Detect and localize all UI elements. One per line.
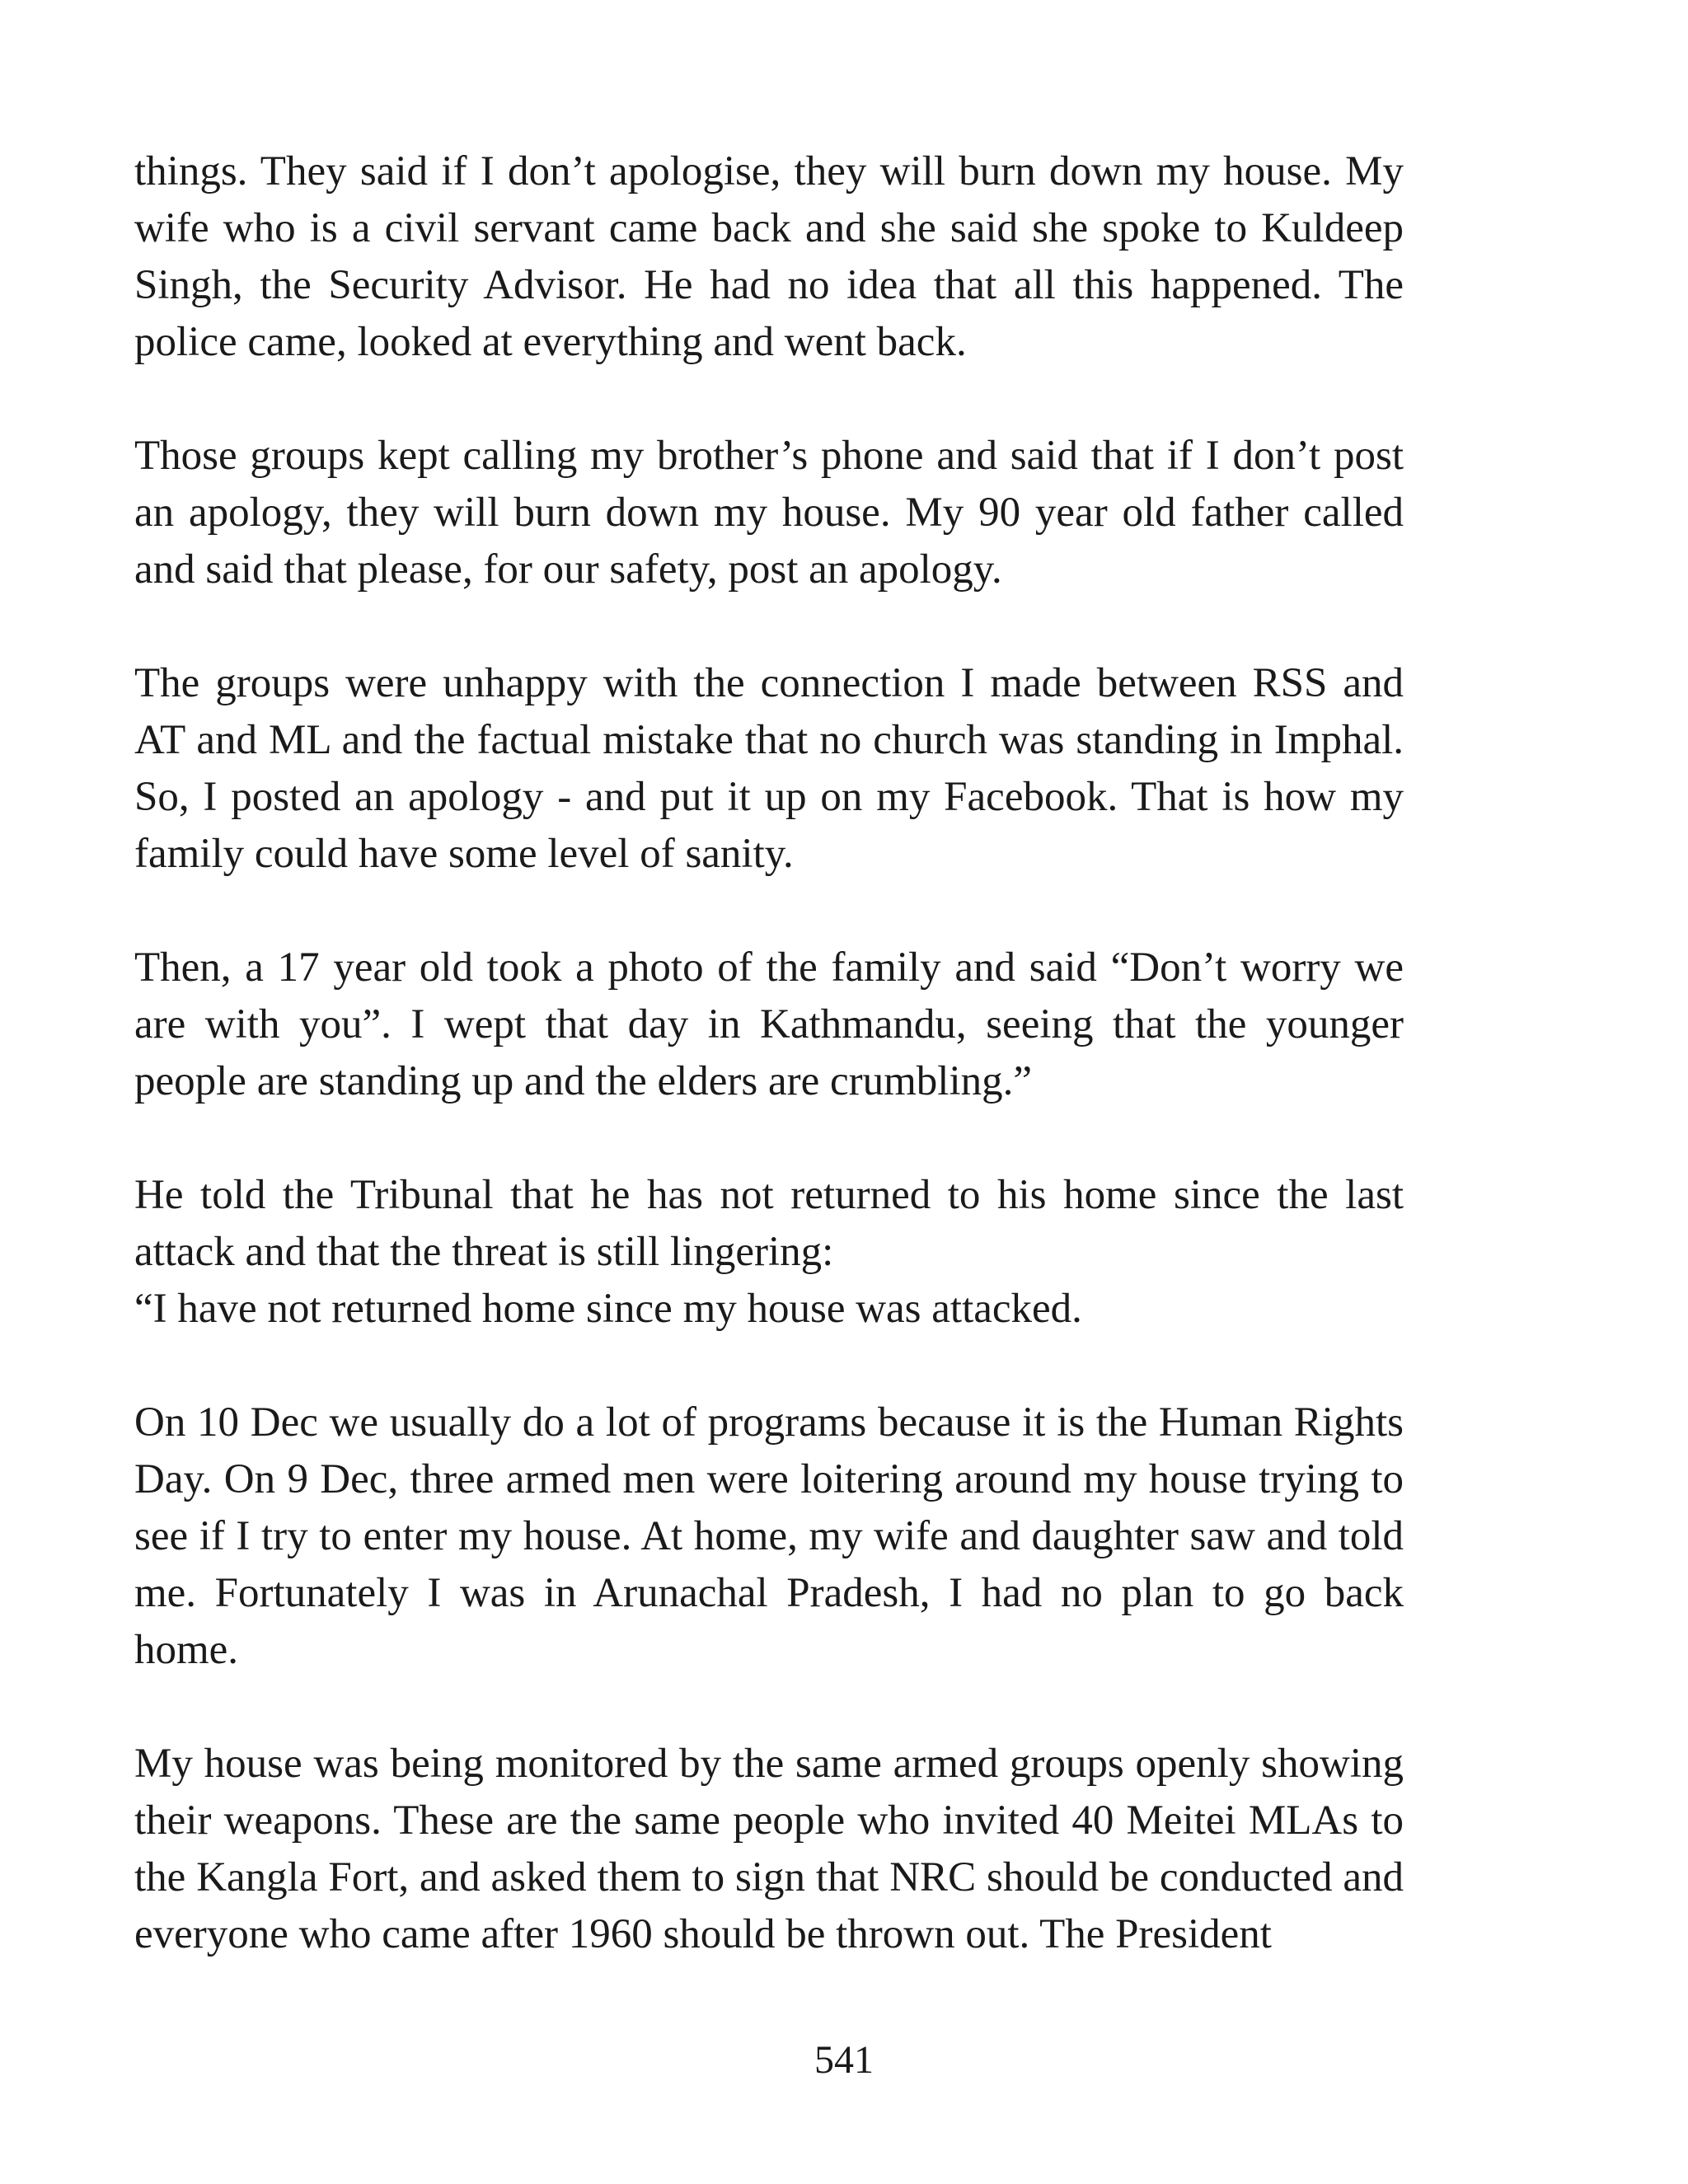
quote-line: “I have not returned home since my house was attacked. (134, 1286, 1082, 1332)
paragraph-7: My house was being monitored by the same armed groups openly showing their weapons. These are the same people who invited 40 Meitei MLAs to the Kangla Fort, and asked them to sign that NRC should be conducted and everyone who came after 1960 should be thrown out. The President (134, 1741, 1404, 1957)
paragraph-3: The groups were unhappy with the connection I made between RSS and AT and ML and the factual mistake that no church was standing in Imphal. So, I posted an apology - and put it up on my Facebook. That is how my family could have some level of sanity. (134, 660, 1404, 877)
body-text (134, 143, 1404, 1963)
paragraph-6: On 10 Dec we usually do a lot of programs because it is the Human Rights Day. On 9 Dec, three armed men were loitering around my house trying to see if I try to enter my house. At home, my wife and daughter saw and told me. Fortunately I was in Arunachal Pradesh, I had no plan to go back home. (134, 1399, 1404, 1673)
paragraph-4: Then, a 17 year old took a photo of the family and said “Don’t worry we are with you”. I wept that day in Kathmandu, seeing that the younger people are standing up and the elders are crumbling.” (134, 944, 1404, 1104)
paragraph-2: Those groups kept calling my brother’s phone and said that if I don’t post an apology, they will burn down my house. My 90 year old father called and said that please, for our safety, post an apology. (134, 433, 1404, 593)
paragraph-5: He told the Tribunal that he has not returned to his home since the last attack and that the threat is still lingering: (134, 1172, 1404, 1275)
paragraph-1: things. They said if I don’t apologise, they will burn down my house. My wife who is a civil servant came back and she said she spoke to Kuldeep Singh, the Security Advisor. He had no idea that all this happened. The police came, looked at everything and went back. (134, 148, 1404, 365)
page-number: 541 (814, 2038, 874, 2082)
